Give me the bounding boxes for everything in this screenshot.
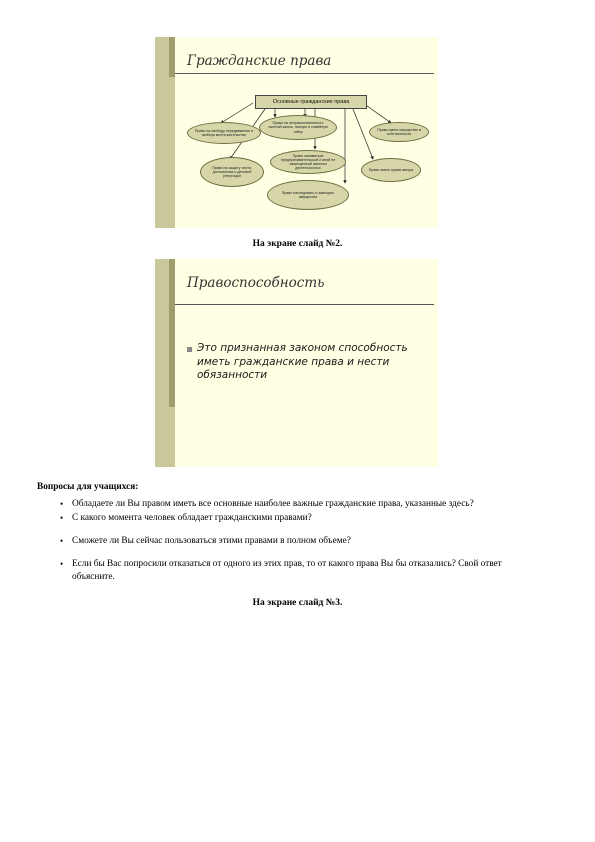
oval-right-6: Право иметь права автора <box>361 158 421 182</box>
slide-civil-rights <box>155 37 438 228</box>
question-4: Если бы Вас попросили отказаться от одного из этих прав, то от какого права Вы бы отказались? Свой ответ объясните. <box>72 559 502 582</box>
definition-bullet <box>187 347 192 352</box>
oval-right-1: Право на свободу передвижения и выбора места жительства <box>187 122 261 144</box>
oval-right-4: Право на защиту чести, достоинства и деловой репутации <box>200 157 264 187</box>
oval-right-5: Право заниматься предпринимательской и иной не запрещенной законом деятельностью <box>270 150 346 174</box>
oval-right-2: Право на неприкосновенность частной жизни, личную и семейную тайну <box>259 115 337 140</box>
question-2: С какого момента человек обладает гражданскими правами? <box>72 513 312 523</box>
bullet-2: • <box>60 513 64 523</box>
question-3: Сможете ли Вы сейчас пользоваться этими правами в полном объеме? <box>72 536 351 546</box>
question-1: Обладаете ли Вы правом иметь все основные наиболее важные гражданские права, указанные здесь? <box>72 499 474 509</box>
definition-text: Это признанная законом способность иметь гражданские права и нести обязанности <box>197 342 408 381</box>
slide-title: Гражданские права <box>187 53 332 69</box>
oval-right-7: Право наследовать и завещать имущество <box>267 180 349 210</box>
oval-right-3: Право иметь имущество в собственности <box>369 122 429 142</box>
slide-caption-2: На экране слайд №2. <box>252 239 343 249</box>
bullet-1: • <box>60 499 64 509</box>
slide-title: Правоспособность <box>187 275 325 291</box>
bullet-4: • <box>60 559 64 569</box>
center-box: Основные гражданские права <box>255 95 367 109</box>
bullet-3: • <box>60 536 64 546</box>
slide-side-bar <box>155 259 175 467</box>
title-rule <box>175 304 434 305</box>
questions-heading: Вопросы для учащихся: <box>37 482 139 492</box>
slide-caption-3: На экране слайд №3. <box>252 598 343 608</box>
